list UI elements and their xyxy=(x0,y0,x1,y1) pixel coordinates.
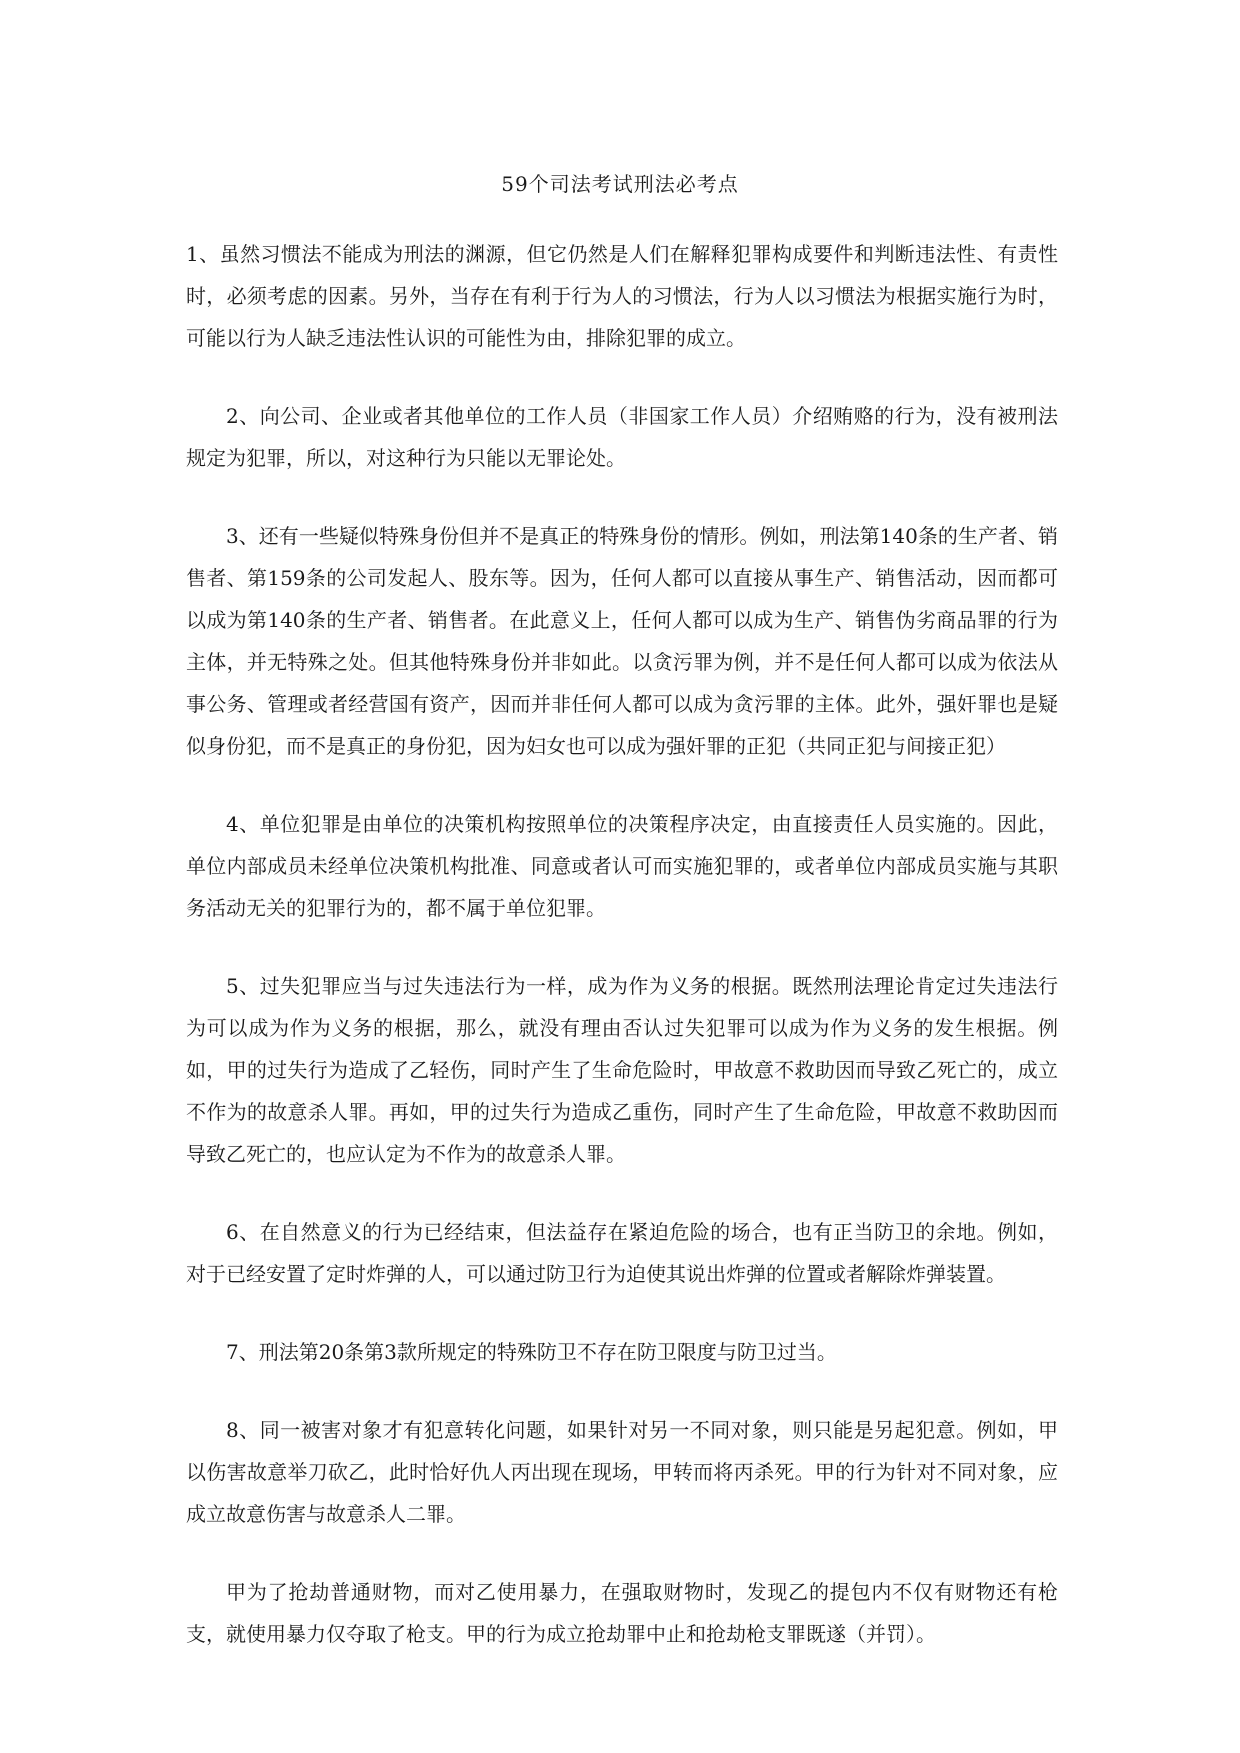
paragraph-8: 8、同一被害对象才有犯意转化问题，如果针对另一不同对象，则只能是另起犯意。例如，甲以伤害故意举刀砍乙，此时恰好仇人丙出现在现场，甲转而将丙杀死。甲的行为针对不同对象，应成立故意伤害与故意杀人二罪。 xyxy=(186,1418,1058,1526)
paragraph-6: 6、在自然意义的行为已经结束，但法益存在紧迫危险的场合，也有正当防卫的余地。例如，对于已经安置了定时炸弹的人，可以通过防卫行为迫使其说出炸弹的位置或者解除炸弹装置。 xyxy=(186,1220,1058,1286)
paragraph-9: 甲为了抢劫普通财物，而对乙使用暴力，在强取财物时，发现乙的提包内不仅有财物还有枪支，就使用暴力仅夺取了枪支。甲的行为成立抢劫罪中止和抢劫枪支罪既遂（并罚）。 xyxy=(186,1580,1058,1646)
paragraph-2: 2、向公司、企业或者其他单位的工作人员（非国家工作人员）介绍贿赂的行为，没有被刑法规定为犯罪，所以，对这种行为只能以无罪论处。 xyxy=(186,404,1058,470)
paragraph-3: 3、还有一些疑似特殊身份但并不是真正的特殊身份的情形。例如，刑法第140条的生产者、销售者、第159条的公司发起人、股东等。因为，任何人都可以直接从事生产、销售活动，因而都可以成为第140条的生产者、销售者。在此意义上，任何人都可以成为生产、销售伪劣商品罪的行为主体，并无特殊之处。但其他特殊身份并非如此。以贪污罪为例，并不是任何人都可以成为依法从事公务、管理或者经营国有资产，因而并非任何人都可以成为贪污罪的主体。此外，强奸罪也是疑似身份犯，而不是真正的身份犯，因为妇女也可以成为强奸罪的正犯（共同正犯与间接正犯） xyxy=(186,524,1058,758)
paragraph-1: 1、虽然习惯法不能成为刑法的渊源，但它仍然是人们在解释犯罪构成要件和判断违法性、有责性时，必须考虑的因素。另外，当存在有利于行为人的习惯法，行为人以习惯法为根据实施行为时，可能以行为人缺乏违法性认识的可能性为由，排除犯罪的成立。 xyxy=(186,242,1058,350)
document-body xyxy=(186,233,1058,1691)
page-title: 59个司法考试刑法必考点 xyxy=(501,172,739,196)
paragraph-7: 7、刑法第20条第3款所规定的特殊防卫不存在防卫限度与防卫过当。 xyxy=(226,1340,837,1364)
paragraph-5: 5、过失犯罪应当与过失违法行为一样，成为作为义务的根据。既然刑法理论肯定过失违法行为可以成为作为义务的根据，那么，就没有理由否认过失犯罪可以成为作为义务的发生根据。例如，甲的过失行为造成了乙轻伤，同时产生了生命危险时，甲故意不救助因而导致乙死亡的，成立不作为的故意杀人罪。再如，甲的过失行为造成乙重伤，同时产生了生命危险，甲故意不救助因而导致乙死亡的，也应认定为不作为的故意杀人罪。 xyxy=(186,974,1058,1166)
paragraph-4: 4、单位犯罪是由单位的决策机构按照单位的决策程序决定，由直接责任人员实施的。因此，单位内部成员未经单位决策机构批准、同意或者认可而实施犯罪的，或者单位内部成员实施与其职务活动无关的犯罪行为的，都不属于单位犯罪。 xyxy=(186,812,1058,920)
